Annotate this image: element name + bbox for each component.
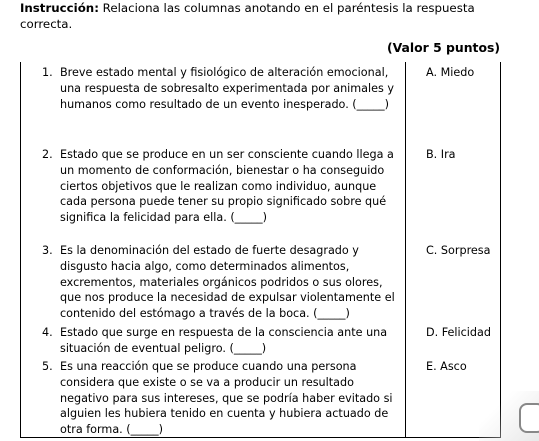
question-number: 5. [42,360,53,373]
question-number: 2. [42,148,53,161]
question-3 [42,243,400,322]
instruction-body: Relaciona las columnas anotando en el paréntesis la respuesta correcta. [20,1,475,31]
question-2 [42,147,400,226]
question-5 [42,359,400,438]
question-number: 1. [42,66,53,79]
question-text: Es una reacción que se produce cuando una persona considera que existe o se va a producir un resultado negativo para sus intereses, que se podría haber evitado si alguien les hubiera tenido en cuenta y hubiera actuado de otra forma. (_____) [60,360,393,437]
question-1 [42,65,400,112]
answer-d: D. Felicidad [426,326,491,339]
instruction-text [20,1,520,33]
page-corner-decoration [479,391,539,441]
answer-c: C. Sorpresa [426,244,491,257]
answer-a: A. Miedo [426,66,475,79]
answer-e: E. Asco [426,360,467,373]
question-4 [42,325,400,357]
answer-b: B. Ira [426,148,456,161]
question-text: Es la denominación del estado de fuerte desagrado y disgusto hacia algo, como determinados alimentos, excrementos, materiales orgánicos podridos o sus olores, que nos produce la necesidad de expulsar violentamente el contenido del estómago a través de la boca. (_____) [60,244,395,321]
points-value: (Valor 5 puntos) [386,40,500,55]
question-number: 4. [42,326,53,339]
instruction-label: Instrucción: [20,1,99,15]
matching-table [20,62,501,438]
question-text: Estado que surge en respuesta de la consciencia ante una situación de eventual peligro. (_____) [60,326,388,355]
question-text: Breve estado mental y fisiológico de alteración emocional, una respuesta de sobresalto experimentada por animales y humanos como resultado de un evento inesperado. (_____) [60,66,395,111]
question-text: Estado que se produce en un ser consciente cuando llega a un momento de conformación, bienestar o ha conseguido ciertos objetivos que le realizan como individuo, aunque cada persona puede tener su propio significado sobre qué significa la felicidad para ella. (_____) [60,148,394,225]
table-left-border [20,62,21,438]
corner-frame-icon [519,403,539,433]
question-number: 3. [42,244,53,257]
column-divider [405,62,406,438]
